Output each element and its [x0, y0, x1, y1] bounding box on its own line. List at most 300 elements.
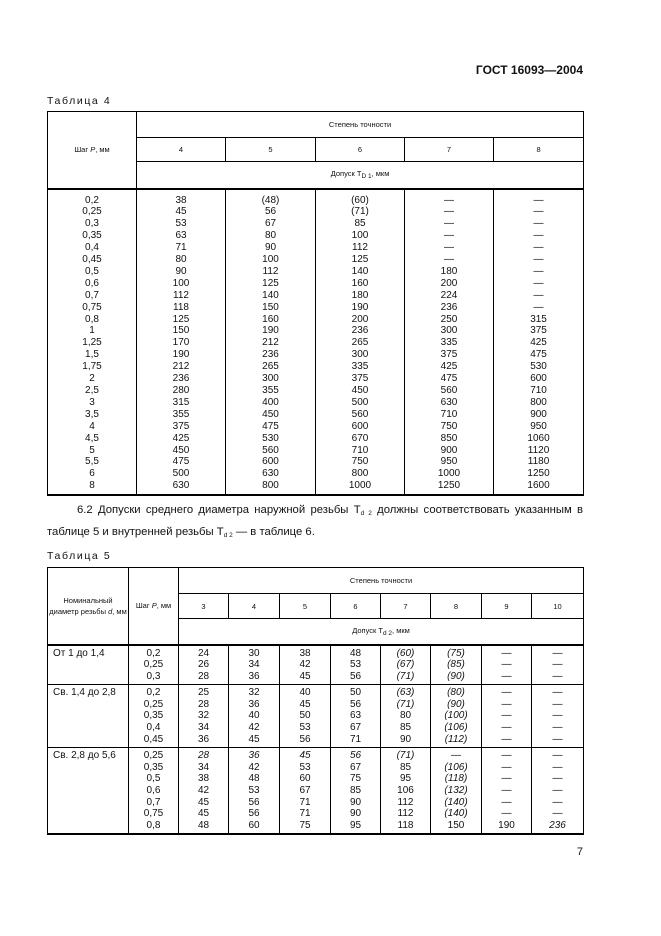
tolerance-cell: — [532, 785, 584, 797]
tolerance-cell: 375 [494, 325, 584, 337]
tolerance-cell: (140) [431, 808, 482, 820]
tolerance-cell: 1180 [494, 456, 584, 468]
tolerance-cell: 36 [229, 699, 280, 711]
tolerance-cell: 67 [331, 762, 381, 774]
pitch-cell: 0,3 [129, 671, 179, 685]
table5 [47, 567, 584, 835]
tolerance-cell: (60) [316, 195, 405, 207]
tolerance-cell: 150 [431, 820, 482, 835]
pitch-cell: 0,4 [129, 722, 179, 734]
table-row [48, 468, 584, 480]
table-row [48, 671, 584, 685]
tolerance-cell: — [482, 748, 532, 762]
pitch-cell: 3 [48, 397, 137, 409]
tolerance-cell: (75) [431, 645, 482, 660]
table-row [48, 230, 584, 242]
tolerance-cell: (90) [431, 671, 482, 685]
pitch-cell: 5 [48, 445, 137, 457]
table4-pitch-header: Шаг P, мм [48, 112, 137, 189]
pitch-cell: 4,5 [48, 433, 137, 445]
tolerance-cell: 900 [494, 409, 584, 421]
table4-caption: Таблица 4 [47, 95, 112, 107]
tolerance-cell: 48 [229, 773, 280, 785]
tolerance-cell: 45 [280, 671, 331, 685]
tolerance-cell: 530 [494, 361, 584, 373]
table-row [48, 266, 584, 278]
tolerance-cell: 56 [226, 206, 316, 218]
pitch-cell: 2 [48, 373, 137, 385]
table-row [48, 797, 584, 809]
tolerance-cell: 36 [229, 748, 280, 762]
table5-grade-5: 5 [280, 594, 331, 619]
tolerance-cell: 224 [405, 290, 494, 302]
tolerance-cell: 900 [405, 445, 494, 457]
nominal-diameter-cell: Св. 1,4 до 2,8 [48, 685, 129, 748]
tolerance-cell: 36 [229, 671, 280, 685]
table-row [48, 278, 584, 290]
tolerance-cell: 85 [316, 218, 405, 230]
tolerance-cell: 32 [229, 685, 280, 699]
tolerance-cell: 400 [226, 397, 316, 409]
tolerance-cell: 56 [229, 808, 280, 820]
pitch-cell: 0,25 [129, 659, 179, 671]
pitch-cell: 0,75 [129, 808, 179, 820]
tolerance-cell: 42 [179, 785, 229, 797]
tolerance-cell: — [532, 722, 584, 734]
tolerance-cell: 1000 [405, 468, 494, 480]
table-row [48, 421, 584, 433]
tolerance-cell: 190 [137, 349, 226, 361]
tolerance-cell: 560 [226, 445, 316, 457]
tolerance-cell: (48) [226, 195, 316, 207]
tolerance-cell: 212 [137, 361, 226, 373]
table-row [48, 373, 584, 385]
tolerance-cell: — [482, 762, 532, 774]
section-6-2-paragraph: 6.2 Допуски среднего диаметра наружной резьбы $T_{d 2}$ должны соответствовать указанным в таблице 5 и внутренней резьбы $T_{d 2}$ — в таблице 6. [47, 504, 584, 539]
tolerance-cell: 500 [316, 397, 405, 409]
tolerance-cell: 100 [137, 278, 226, 290]
tolerance-cell: 24 [179, 645, 229, 660]
tolerance-cell: 560 [316, 409, 405, 421]
table5-pitch-header: Шаг P, мм [129, 568, 179, 645]
table-row [48, 314, 584, 326]
table5-grade-8: 8 [431, 594, 482, 619]
tolerance-cell: 800 [226, 480, 316, 495]
page-number: 7 [576, 846, 583, 858]
tolerance-cell: 335 [405, 337, 494, 349]
tolerance-cell: 236 [532, 820, 584, 835]
tolerance-cell: 475 [137, 456, 226, 468]
table-row [48, 385, 584, 397]
tolerance-cell: 850 [405, 433, 494, 445]
table-row [48, 699, 584, 711]
pitch-cell: 0,6 [129, 785, 179, 797]
pitch-cell: 0,25 [48, 206, 137, 218]
table-row [48, 808, 584, 820]
tolerance-cell: 100 [316, 230, 405, 242]
table-row [48, 206, 584, 218]
tolerance-cell: 200 [316, 314, 405, 326]
tolerance-cell: 560 [405, 385, 494, 397]
document-id: ГОСТ 16093—2004 [475, 63, 583, 77]
tolerance-cell: 160 [316, 278, 405, 290]
tolerance-cell: 95 [331, 820, 381, 835]
tolerance-cell: — [482, 699, 532, 711]
tolerance-cell: 80 [137, 254, 226, 266]
tolerance-cell: 42 [280, 659, 331, 671]
table5-grade-9: 9 [482, 594, 532, 619]
tolerance-cell: — [532, 797, 584, 809]
tolerance-cell: 630 [226, 468, 316, 480]
tolerance-cell: — [532, 659, 584, 671]
tolerance-cell: 300 [405, 325, 494, 337]
table-row [48, 254, 584, 266]
tolerance-cell: 530 [226, 433, 316, 445]
tolerance-cell: 50 [280, 710, 331, 722]
table-row [48, 397, 584, 409]
pitch-cell: 0,2 [129, 645, 179, 660]
tolerance-cell: 1060 [494, 433, 584, 445]
tolerance-cell: 112 [381, 808, 431, 820]
tolerance-cell: 45 [179, 808, 229, 820]
tolerance-cell: — [494, 218, 584, 230]
tolerance-cell: — [532, 748, 584, 762]
pitch-cell: 0,8 [48, 314, 137, 326]
tolerance-cell: (71) [381, 699, 431, 711]
tolerance-cell: (60) [381, 645, 431, 660]
table-row [48, 325, 584, 337]
pitch-cell: 1,25 [48, 337, 137, 349]
tolerance-cell: 28 [179, 699, 229, 711]
tolerance-cell: 25 [179, 685, 229, 699]
tolerance-cell: — [532, 710, 584, 722]
tolerance-cell: 140 [316, 266, 405, 278]
tolerance-cell: 90 [226, 242, 316, 254]
tolerance-cell: 670 [316, 433, 405, 445]
tolerance-cell: 40 [280, 685, 331, 699]
tolerance-cell: — [405, 254, 494, 266]
tolerance-cell: — [482, 645, 532, 660]
tolerance-cell: 100 [226, 254, 316, 266]
tolerance-cell: 425 [494, 337, 584, 349]
tolerance-cell: 38 [280, 645, 331, 660]
tolerance-cell: 118 [381, 820, 431, 835]
table-row [48, 218, 584, 230]
tolerance-cell: 250 [405, 314, 494, 326]
table-row [48, 433, 584, 445]
tolerance-cell: 56 [331, 671, 381, 685]
tolerance-cell: — [494, 254, 584, 266]
pitch-cell: 1,5 [48, 349, 137, 361]
tolerance-cell: 42 [229, 762, 280, 774]
tolerance-cell: — [482, 773, 532, 785]
tolerance-cell: (80) [431, 685, 482, 699]
tolerance-cell: — [482, 808, 532, 820]
tolerance-cell: (100) [431, 710, 482, 722]
tolerance-cell: — [405, 242, 494, 254]
tolerance-cell: (112) [431, 734, 482, 748]
pitch-cell: 0,35 [129, 710, 179, 722]
pitch-cell: 0,7 [129, 797, 179, 809]
tolerance-cell: 45 [179, 797, 229, 809]
table5-grade-10: 10 [532, 594, 584, 619]
tolerance-cell: 50 [331, 685, 381, 699]
tolerance-cell: 950 [494, 421, 584, 433]
tolerance-cell: — [431, 748, 482, 762]
tolerance-cell: 280 [137, 385, 226, 397]
tolerance-cell: — [482, 671, 532, 685]
tolerance-cell: 190 [482, 820, 532, 835]
tolerance-cell: (118) [431, 773, 482, 785]
tolerance-cell: 85 [381, 762, 431, 774]
table-row [48, 685, 584, 699]
tolerance-cell: 630 [137, 480, 226, 495]
pitch-cell: 0,3 [48, 218, 137, 230]
tolerance-cell: — [532, 808, 584, 820]
tolerance-cell: 63 [331, 710, 381, 722]
tolerance-cell: — [532, 685, 584, 699]
tolerance-cell: 236 [137, 373, 226, 385]
tolerance-cell: — [494, 195, 584, 207]
tolerance-cell: 600 [226, 456, 316, 468]
tolerance-cell: 355 [137, 409, 226, 421]
tolerance-cell: 28 [179, 671, 229, 685]
tolerance-cell: 315 [494, 314, 584, 326]
tolerance-cell: 236 [316, 325, 405, 337]
pitch-cell: 0,8 [129, 820, 179, 835]
tolerance-cell: 315 [137, 397, 226, 409]
tolerance-cell: — [494, 242, 584, 254]
tolerance-cell: 1120 [494, 445, 584, 457]
tolerance-cell: — [494, 278, 584, 290]
pitch-cell: 0,5 [129, 773, 179, 785]
table-row [48, 762, 584, 774]
tolerance-cell: (132) [431, 785, 482, 797]
tolerance-cell: 45 [137, 206, 226, 218]
tolerance-cell: 450 [316, 385, 405, 397]
pitch-cell: 0,35 [129, 762, 179, 774]
table-row [48, 773, 584, 785]
table-row [48, 659, 584, 671]
pitch-cell: 8 [48, 480, 137, 495]
tolerance-cell: 53 [229, 785, 280, 797]
pitch-cell: 0,2 [48, 195, 137, 207]
tolerance-cell: 200 [405, 278, 494, 290]
tolerance-cell: 53 [280, 762, 331, 774]
table-row [48, 195, 584, 207]
tolerance-cell: — [482, 797, 532, 809]
pitch-cell: 0,25 [129, 748, 179, 762]
tolerance-cell: 26 [179, 659, 229, 671]
tolerance-cell: (85) [431, 659, 482, 671]
tolerance-cell: 125 [137, 314, 226, 326]
table4-tolerance-header: Допуск $T_{D 1}$, мкм [137, 162, 584, 189]
tolerance-cell: 1250 [494, 468, 584, 480]
nominal-diameter-cell: От 1 до 1,4 [48, 645, 129, 685]
tolerance-cell: (106) [431, 762, 482, 774]
tolerance-cell: — [405, 195, 494, 207]
table4-grade-7: 7 [405, 138, 494, 162]
tolerance-cell: 375 [137, 421, 226, 433]
tolerance-cell: — [532, 773, 584, 785]
tolerance-cell: — [405, 230, 494, 242]
pitch-cell: 0,25 [129, 699, 179, 711]
tolerance-cell: 56 [280, 734, 331, 748]
tolerance-cell: 42 [229, 722, 280, 734]
tolerance-cell: 300 [226, 373, 316, 385]
tolerance-cell: 236 [226, 349, 316, 361]
tolerance-cell: 112 [316, 242, 405, 254]
pitch-cell: 0,7 [48, 290, 137, 302]
tolerance-cell: 80 [381, 710, 431, 722]
tolerance-cell: 500 [137, 468, 226, 480]
tolerance-cell: 600 [494, 373, 584, 385]
table-row [48, 445, 584, 457]
table5-grade-6: 6 [331, 594, 381, 619]
tolerance-cell: — [494, 230, 584, 242]
tolerance-cell: 95 [381, 773, 431, 785]
pitch-cell: 0,45 [129, 734, 179, 748]
tolerance-cell: 212 [226, 337, 316, 349]
tolerance-cell: 53 [280, 722, 331, 734]
tolerance-cell: 45 [229, 734, 280, 748]
table-row [48, 361, 584, 373]
tolerance-cell: 112 [381, 797, 431, 809]
pitch-cell: 4 [48, 421, 137, 433]
table-row [48, 710, 584, 722]
tolerance-cell: 1600 [494, 480, 584, 495]
tolerance-cell: 45 [280, 748, 331, 762]
tolerance-cell: 180 [405, 266, 494, 278]
tolerance-cell: 80 [226, 230, 316, 242]
tolerance-cell: 85 [331, 785, 381, 797]
table-row [48, 722, 584, 734]
nominal-diameter-cell: Св. 2,8 до 5,6 [48, 748, 129, 835]
table-row [48, 820, 584, 835]
tolerance-cell: 1000 [316, 480, 405, 495]
pitch-cell: 0,6 [48, 278, 137, 290]
table-row [48, 337, 584, 349]
tolerance-cell: 112 [226, 266, 316, 278]
table5-grade-header: Степень точности [179, 568, 584, 594]
tolerance-cell: 475 [226, 421, 316, 433]
tolerance-cell: 170 [137, 337, 226, 349]
tolerance-cell: 450 [226, 409, 316, 421]
table-row [48, 409, 584, 421]
tolerance-cell: — [532, 734, 584, 748]
tolerance-cell: 125 [226, 278, 316, 290]
tolerance-cell: 710 [494, 385, 584, 397]
tolerance-cell: — [532, 762, 584, 774]
table-row [48, 290, 584, 302]
tolerance-cell: 60 [280, 773, 331, 785]
pitch-cell: 1 [48, 325, 137, 337]
tolerance-cell: 425 [137, 433, 226, 445]
tolerance-cell: 950 [405, 456, 494, 468]
tolerance-cell: 56 [331, 699, 381, 711]
tolerance-cell: (106) [431, 722, 482, 734]
table4-grade-8: 8 [494, 138, 584, 162]
tolerance-cell: 45 [280, 699, 331, 711]
table4-grade-4: 4 [137, 138, 226, 162]
tolerance-cell: 71 [137, 242, 226, 254]
tolerance-cell: 71 [280, 797, 331, 809]
tolerance-cell: 67 [331, 722, 381, 734]
tolerance-cell: 90 [331, 808, 381, 820]
table5-caption: Таблица 5 [47, 550, 112, 562]
tolerance-cell: (71) [381, 748, 431, 762]
table5-tolerance-header: Допуск $T_{d 2}$, мкм [179, 619, 584, 645]
pitch-cell: 0,35 [48, 230, 137, 242]
tolerance-cell: 32 [179, 710, 229, 722]
tolerance-cell: (71) [316, 206, 405, 218]
tolerance-cell: 63 [137, 230, 226, 242]
tolerance-cell: 90 [381, 734, 431, 748]
tolerance-cell: — [494, 266, 584, 278]
table-row [48, 302, 584, 314]
tolerance-cell: — [482, 734, 532, 748]
tolerance-cell: 425 [405, 361, 494, 373]
tolerance-cell: 800 [494, 397, 584, 409]
tolerance-cell: 180 [316, 290, 405, 302]
table4 [47, 111, 584, 496]
tolerance-cell: 85 [381, 722, 431, 734]
tolerance-cell: 300 [316, 349, 405, 361]
tolerance-cell: — [482, 685, 532, 699]
tolerance-cell: 375 [405, 349, 494, 361]
tolerance-cell: 38 [137, 195, 226, 207]
tolerance-cell: 118 [137, 302, 226, 314]
tolerance-cell: 630 [405, 397, 494, 409]
tolerance-cell: 160 [226, 314, 316, 326]
tolerance-cell: 67 [280, 785, 331, 797]
table-row [48, 242, 584, 254]
tolerance-cell: 75 [331, 773, 381, 785]
tolerance-cell: — [482, 659, 532, 671]
pitch-cell: 0,2 [129, 685, 179, 699]
tolerance-cell: 53 [331, 659, 381, 671]
pitch-cell: 5,5 [48, 456, 137, 468]
tolerance-cell: 34 [179, 722, 229, 734]
table4-grade-5: 5 [226, 138, 316, 162]
tolerance-cell: — [405, 218, 494, 230]
tolerance-cell: 34 [229, 659, 280, 671]
pitch-cell: 0,75 [48, 302, 137, 314]
table-row [48, 456, 584, 468]
table5-grade-7: 7 [381, 594, 431, 619]
table-row [48, 480, 584, 495]
tolerance-cell: — [482, 785, 532, 797]
tolerance-cell: 36 [179, 734, 229, 748]
tolerance-cell: (71) [381, 671, 431, 685]
tolerance-cell: 48 [331, 645, 381, 660]
tolerance-cell: 53 [137, 218, 226, 230]
tolerance-cell: 750 [316, 456, 405, 468]
tolerance-cell: 710 [316, 445, 405, 457]
table4-grade-header: Степень точности [137, 112, 584, 138]
pitch-cell: 3,5 [48, 409, 137, 421]
tolerance-cell: 475 [494, 349, 584, 361]
tolerance-cell: — [532, 699, 584, 711]
tolerance-cell: 140 [226, 290, 316, 302]
table-row [48, 748, 584, 762]
tolerance-cell: 150 [137, 325, 226, 337]
tolerance-cell: (63) [381, 685, 431, 699]
tolerance-cell: 265 [316, 337, 405, 349]
table-row [48, 645, 584, 660]
tolerance-cell: 150 [226, 302, 316, 314]
tolerance-cell: 40 [229, 710, 280, 722]
